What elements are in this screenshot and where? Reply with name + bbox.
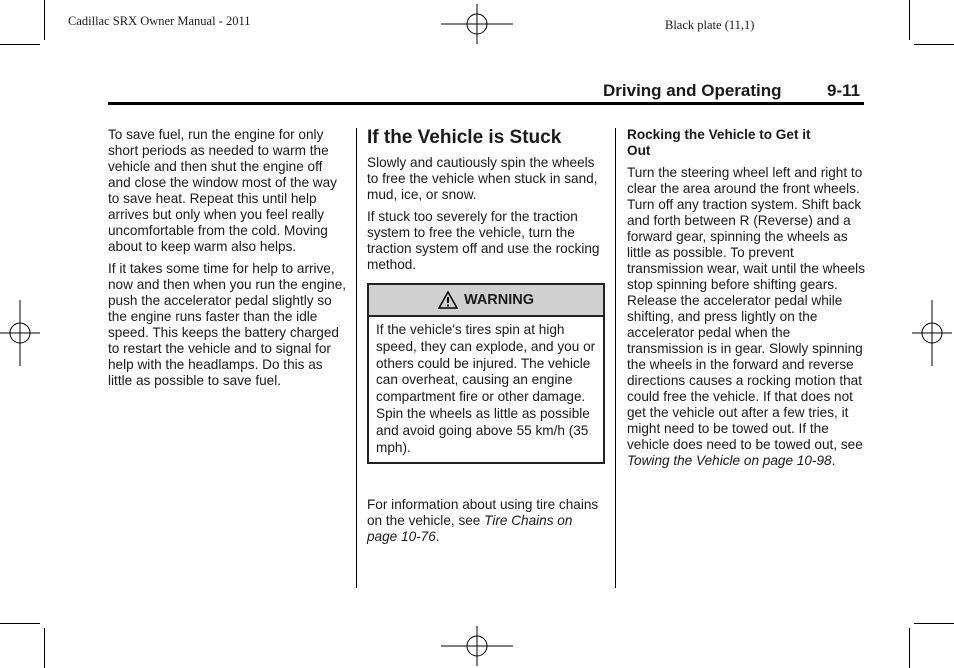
subsection-title: Rocking the Vehicle to Get it Out [627,127,811,158]
plate-label: Black plate (11,1) [665,18,755,32]
paragraph: If it takes some time for help to arrive, now and then when you run the engine, push the accelerator pedal slightly so the engine runs faster than the idle speed. This keeps the battery charged to restart the vehicle and to signal for help with the headlamps. Do this as little as possible to save fuel. [108,261,347,388]
paragraph: To save fuel, run the engine for only short periods as needed to warm the vehicle and then shut the engine off and close the window most of the way to save heat. Repeat this until help arrives but only when you feel really uncomfortable from the cold. Moving about to keep warm also helps. [108,127,337,254]
column-2 [367,127,603,279]
crop-mark [44,0,45,40]
warning-box [367,283,605,464]
crop-mark [0,44,40,45]
page-number: 9-11 [827,81,861,100]
paragraph-text: For information about using tire chains on the vehicle, see [367,497,599,528]
crop-mark [914,44,954,45]
paragraph: If stuck too severely for the traction system to free the vehicle, turn the traction system off and use the rocking method. [367,209,600,272]
section-title: Driving and Operating [603,81,782,100]
manual-title: Cadillac SRX Owner Manual - 2011 [68,14,251,28]
registration-target-icon [912,300,952,366]
paragraph-text: . [435,529,440,544]
warning-label: WARNING [463,292,535,308]
paragraph-text: . [831,453,836,468]
crop-mark [44,628,45,668]
registration-target-icon [0,300,40,366]
column-1 [108,127,348,395]
paragraph: Slowly and cautiously spin the wheels to free the vehicle when stuck in sand, mud, ice, or snow. [367,155,598,202]
registration-target-icon [441,4,513,44]
header-rule [108,102,864,105]
warning-text: If the vehicle's tires spin at high speed, they can explode, and you or others could be injured. The vehicle can overheat, causing an engine compartment fire or other damage. Spin the wheels as little as possible and avoid going above 55 km/h (35 mph). [376,322,596,455]
chains-note [367,497,603,551]
warning-header [369,285,603,317]
warning-triangle-icon [438,291,458,309]
paragraph [367,497,603,545]
column-3 [627,127,865,475]
paragraph [627,165,865,469]
paragraph-text: Turn the steering wheel left and right to clear the area around the front wheels. Turn off any traction system. Shift back and forth between R (Reverse) and a forward gear, spinning the wheels as little as possible. To prevent transmission wear, wait until the wheels stop spinning before shifting gears. Release the accelerator pedal while shifting, and press lightly on the accelerator pedal when the transmission is in gear. Slowly spinning the wheels in the forward and reverse directions causes a rocking motion that could free the vehicle. If that does not get the vehicle out after a few tries, it might need to be towed out. If the vehicle does need to be towed out, see [627,165,865,452]
crop-mark [909,0,910,40]
crop-mark [909,628,910,668]
registration-target-icon [441,626,513,666]
crop-mark [914,623,954,624]
crop-mark [0,623,40,624]
cross-reference-link[interactable]: Towing the Vehicle on page 10-98 [627,453,832,468]
cross-reference-link[interactable]: Tire Chains on page 10-76 [367,513,573,544]
column-divider [615,128,616,588]
subsection-title: If the Vehicle is Stuck [367,127,562,148]
column-divider [356,128,357,588]
